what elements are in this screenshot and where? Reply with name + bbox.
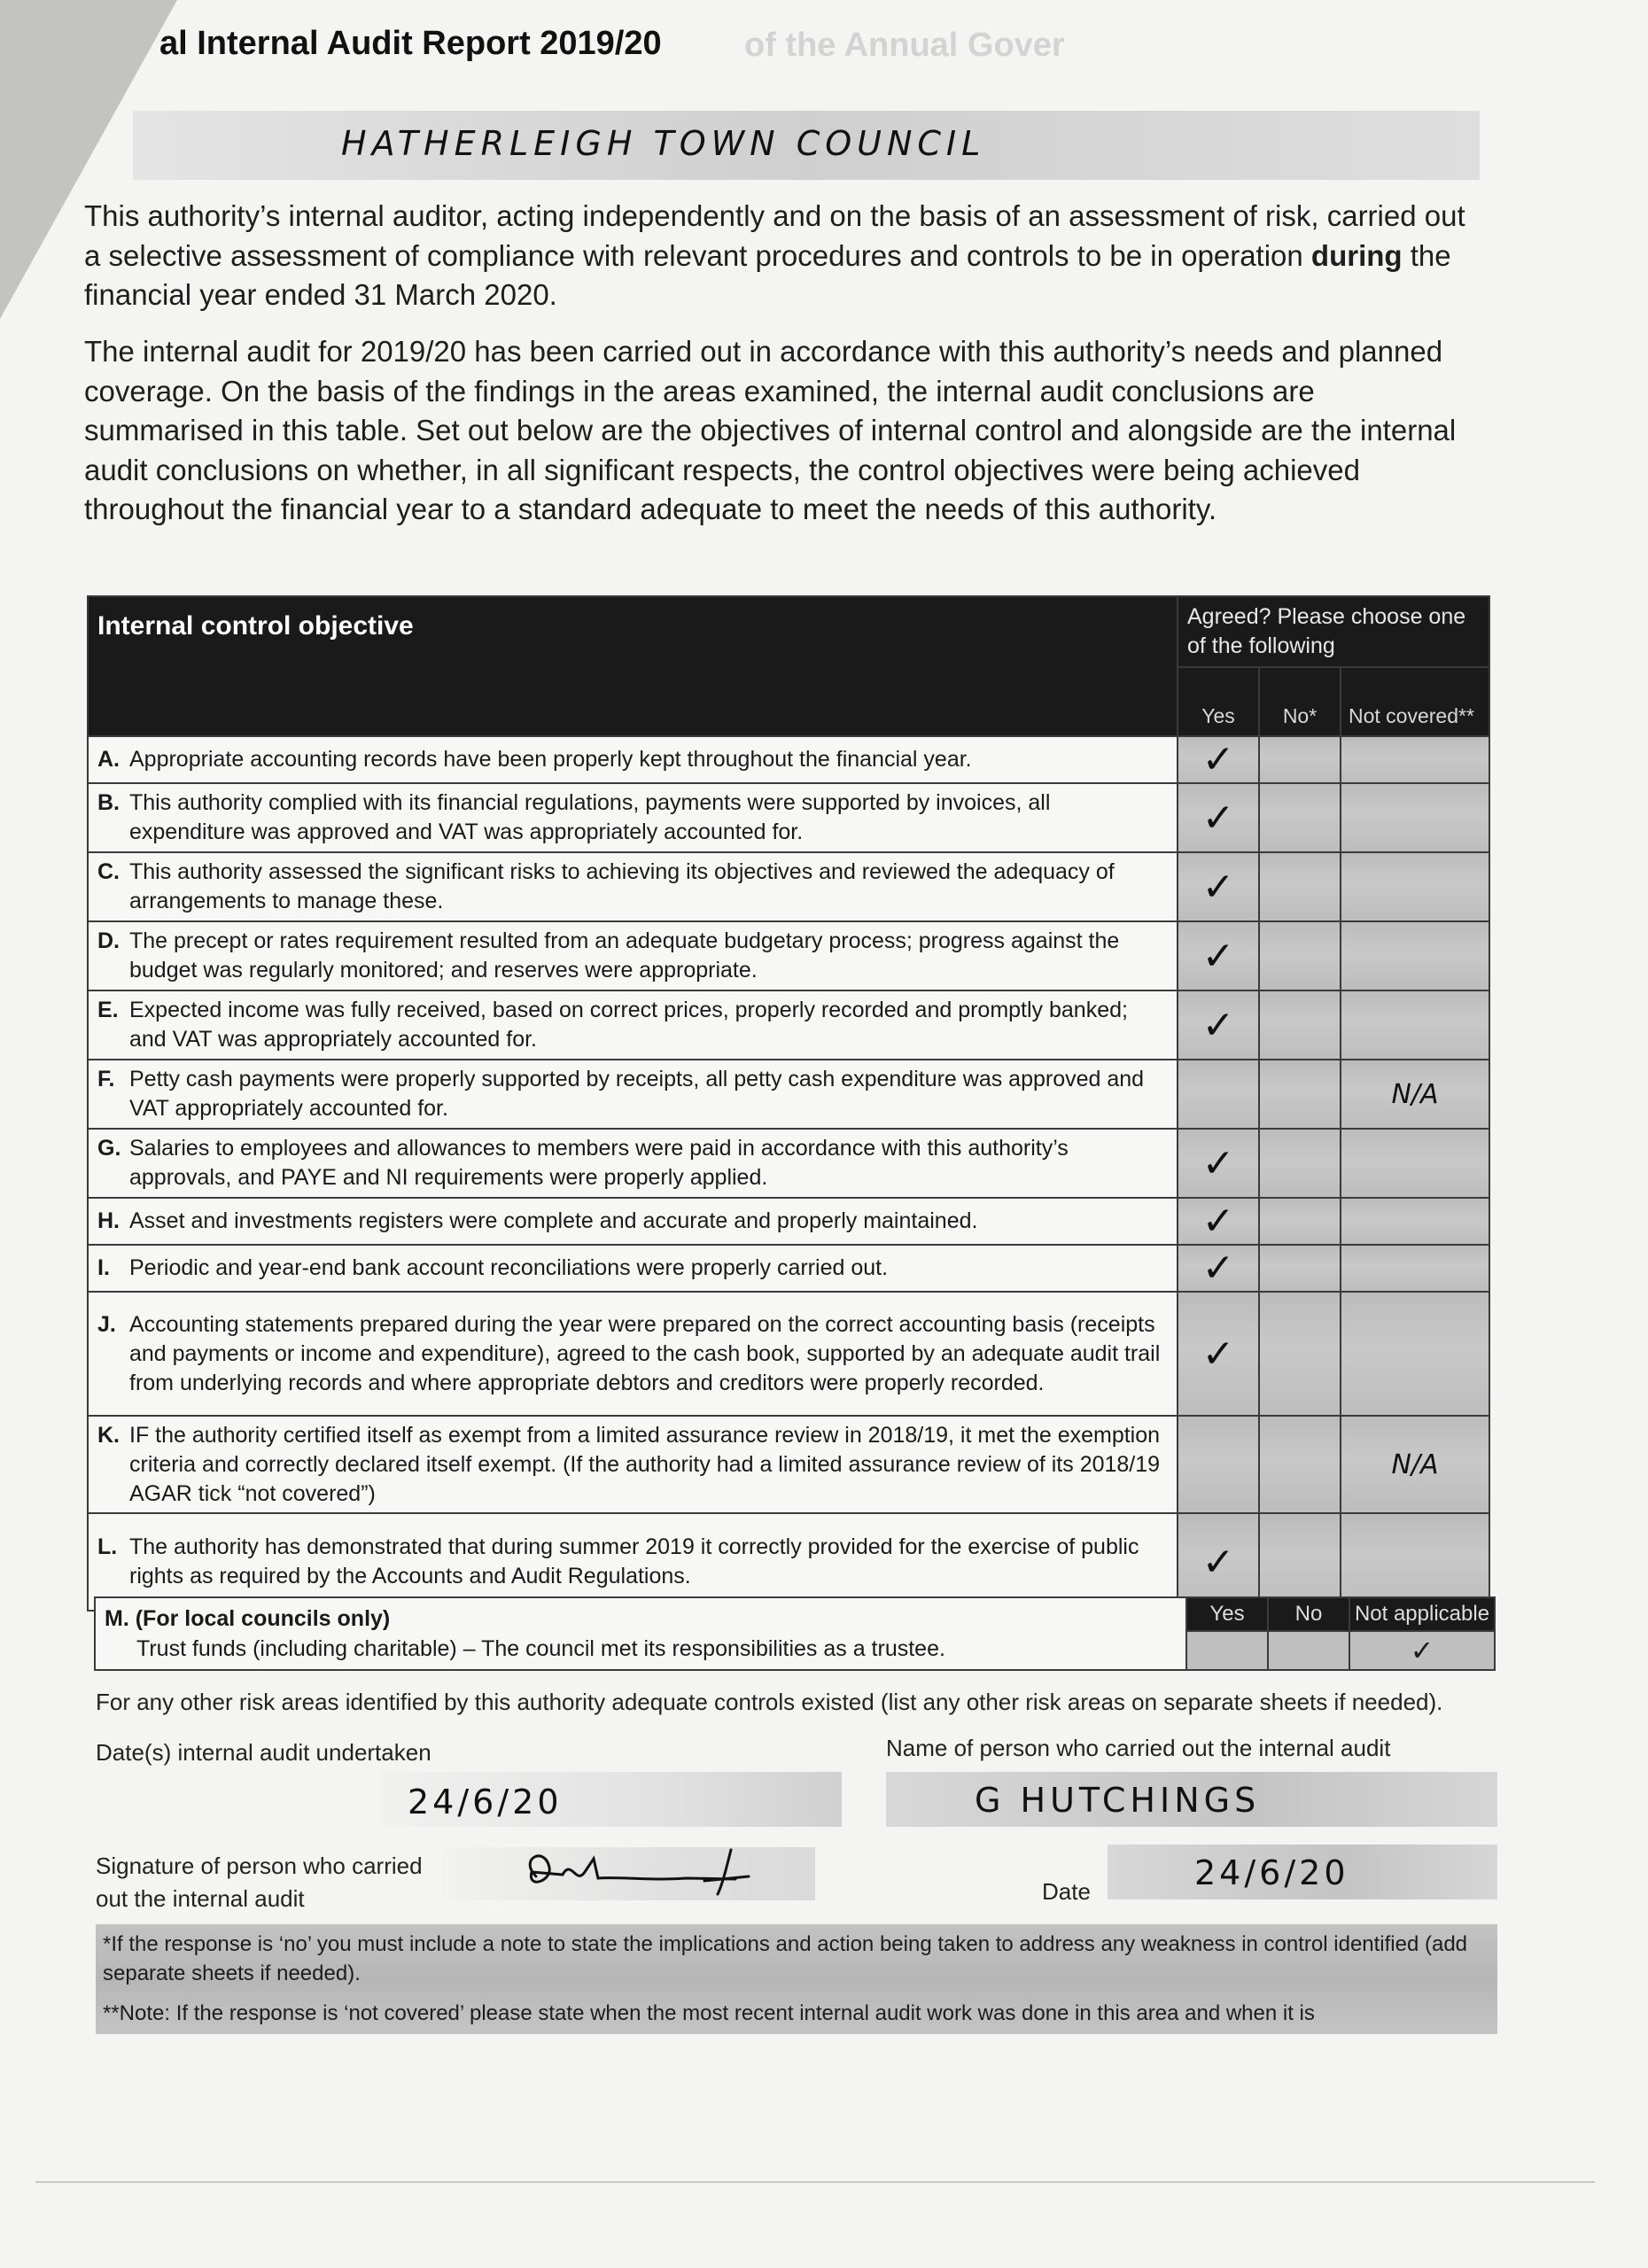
yes-cell	[1178, 1416, 1259, 1513]
trust-funds-table	[94, 1596, 1496, 1671]
objective-cell	[88, 1198, 1178, 1245]
auditor-name-value: G HUTCHINGS	[975, 1781, 1261, 1820]
objective-text: This authority complied with its financial regulations, payments were supported by invoices, all expenditure was approved and VAT was appropriately accounted for.	[129, 790, 1051, 844]
row-m-objective	[95, 1597, 1186, 1670]
objective-text: Asset and investments registers were complete and accurate and properly maintained.	[129, 1208, 978, 1233]
objective-cell	[88, 736, 1178, 783]
objective-letter: I.	[97, 1255, 110, 1280]
objective-letter: D.	[97, 928, 120, 953]
not-covered-cell	[1341, 921, 1489, 990]
note-no-response: *If the response is ‘no’ you must include a note to state the implications and action being taken to address any weakness in control identified (add separate sheets if needed).	[103, 1932, 1468, 1985]
page-title-bleed-through: of the Annual Gover	[744, 27, 1065, 64]
not-covered-cell	[1341, 736, 1489, 783]
objective-letter: J.	[97, 1311, 116, 1337]
yes-cell: ✓	[1178, 1129, 1259, 1198]
objective-letter: A.	[97, 747, 120, 772]
row-m-title: M. (For local councils only)	[105, 1606, 391, 1631]
yes-cell: ✓	[1178, 1513, 1259, 1611]
objective-text: Expected income was fully received, based on correct prices, properly recorded and promptly banked; and VAT was appropriately accounted for.	[129, 998, 1128, 1052]
row-m-no-cell	[1268, 1631, 1349, 1670]
objective-text: Petty cash payments were properly supported by receipts, all petty cash expenditure was approved and VAT appropriately accounted for.	[129, 1067, 1145, 1121]
row-m-yes-cell	[1186, 1631, 1268, 1670]
not-covered-cell	[1341, 1198, 1489, 1245]
no-cell	[1259, 921, 1341, 990]
yes-cell: ✓	[1178, 852, 1259, 921]
not-covered-cell	[1341, 852, 1489, 921]
objective-cell	[88, 1129, 1178, 1198]
objective-cell	[88, 1416, 1178, 1513]
notes-box	[96, 1924, 1497, 2034]
table-row	[88, 852, 1489, 921]
yes-cell: ✓	[1178, 990, 1259, 1060]
objective-cell	[88, 990, 1178, 1060]
date-label: Date	[1042, 1878, 1091, 1905]
objective-text: Salaries to employees and allowances to members were paid in accordance with this authority’s approvals, and PAYE and NI requirements were properly applied.	[129, 1136, 1069, 1190]
yes-cell: ✓	[1178, 1292, 1259, 1416]
no-cell	[1259, 1198, 1341, 1245]
page-title: al Internal Audit Report 2019/20	[159, 25, 662, 62]
header-objective: Internal control objective	[88, 596, 1178, 736]
yes-cell	[1178, 1060, 1259, 1129]
table-row	[88, 1245, 1489, 1292]
not-covered-cell	[1341, 783, 1489, 852]
objective-cell	[88, 852, 1178, 921]
objective-letter: G.	[97, 1136, 121, 1161]
objective-cell	[88, 1060, 1178, 1129]
table-row	[88, 990, 1489, 1060]
yes-cell: ✓	[1178, 1198, 1259, 1245]
no-cell	[1259, 783, 1341, 852]
not-covered-cell	[1341, 1292, 1489, 1416]
council-name: HATHERLEIGH TOWN COUNCIL	[341, 124, 986, 163]
table-row	[88, 1292, 1489, 1416]
objective-text: Periodic and year-end bank account reconciliations were properly carried out.	[129, 1255, 889, 1280]
objective-cell	[88, 1292, 1178, 1416]
yes-cell: ✓	[1178, 736, 1259, 783]
internal-control-table	[87, 595, 1490, 1612]
not-covered-cell	[1341, 990, 1489, 1060]
yes-cell: ✓	[1178, 921, 1259, 990]
header-not-covered: Not covered**	[1341, 667, 1489, 736]
signature-label: Signature of person who carried out the internal audit	[96, 1852, 423, 1912]
row-m-header-yes: Yes	[1186, 1597, 1268, 1631]
objective-text: IF the authority certified itself as exempt from a limited assurance review in 2018/19, it met the exemption criteria and correctly declared itself exempt. (If the authority had a limited assurance review of its 2018/19 AGAR tick “not covered”)	[129, 1422, 1161, 1506]
page-edge-line	[35, 2181, 1595, 2183]
table-row	[88, 921, 1489, 990]
objective-text: This authority assessed the significant risks to achieving its objectives and reviewed the adequacy of arrangements to manage these.	[129, 859, 1115, 913]
header-agreed: Agreed? Please choose one of the following	[1178, 596, 1489, 667]
objective-letter: B.	[97, 790, 120, 815]
header-no: No*	[1259, 667, 1341, 736]
row-m-header-no: No	[1268, 1597, 1349, 1631]
emphasis-during: during	[1310, 238, 1403, 272]
not-covered-cell: N/A	[1341, 1416, 1489, 1513]
table-row	[88, 1060, 1489, 1129]
no-cell	[1259, 1060, 1341, 1129]
auditor-name-label: Name of person who carried out the internal audit	[886, 1735, 1391, 1761]
no-cell	[1259, 1292, 1341, 1416]
auditor-signature	[509, 1841, 775, 1903]
objective-letter: C.	[97, 859, 120, 884]
audit-dates-value: 24/6/20	[408, 1783, 563, 1821]
audit-dates-label: Date(s) internal audit undertaken	[96, 1739, 431, 1766]
objective-letter: F.	[97, 1067, 115, 1091]
note-not-covered: **Note: If the response is ‘not covered’ please state when the most recent internal audit work was done in this area and when it is	[103, 2001, 1315, 2025]
intro-paragraph-1: This authority’s internal auditor, acting independently and on the basis of an assessment of risk, carried out a selective assessment of compliance with relevant procedures and controls to be in operation during the financial year ended 31 March 2020.	[84, 199, 1465, 311]
table-row	[88, 1416, 1489, 1513]
table-row	[88, 783, 1489, 852]
objective-letter: L.	[97, 1534, 118, 1559]
objective-cell	[88, 783, 1178, 852]
row-m-na-cell: ✓	[1349, 1631, 1495, 1670]
objective-text: Accounting statements prepared during the year were prepared on the correct accounting basis (receipts and payments or income and expenditure), agreed to the cash book, supported by an adequate audit trail from underlying records and where appropriate debtors and creditors were properly recorded.	[129, 1311, 1161, 1395]
objective-text: Appropriate accounting records have been properly kept throughout the financial year.	[129, 747, 972, 772]
objective-letter: K.	[97, 1422, 120, 1448]
yes-cell: ✓	[1178, 1245, 1259, 1292]
intro-paragraph-2: The internal audit for 2019/20 has been carried out in accordance with this authority’s needs and planned coverage. On the basis of the findings in the areas examined, the internal audit conclusions are summarised in this table. Set out below are the objectives of internal control and alongside are the internal audit conclusions on whether, in all significant respects, the control objectives were being achieved throughout the financial year to a standard adequate to meet the needs of this authority.	[84, 335, 1457, 525]
not-covered-cell	[1341, 1129, 1489, 1198]
no-cell	[1259, 1416, 1341, 1513]
no-cell	[1259, 1245, 1341, 1292]
objective-letter: E.	[97, 998, 119, 1022]
table-row	[88, 736, 1489, 783]
table-row	[88, 1129, 1489, 1198]
risk-areas-note: For any other risk areas identified by this authority adequate controls existed (list any other risk areas on separate sheets if needed).	[96, 1689, 1443, 1715]
no-cell	[1259, 736, 1341, 783]
no-cell	[1259, 990, 1341, 1060]
header-yes: Yes	[1178, 667, 1259, 736]
no-cell	[1259, 1129, 1341, 1198]
no-cell	[1259, 852, 1341, 921]
not-covered-cell	[1341, 1245, 1489, 1292]
objective-text: The authority has demonstrated that during summer 2019 it correctly provided for the exercise of public rights as required by the Accounts and Audit Regulations.	[129, 1534, 1139, 1588]
objective-cell	[88, 1245, 1178, 1292]
date-value: 24/6/20	[1194, 1853, 1349, 1892]
objective-letter: H.	[97, 1208, 120, 1233]
objective-cell	[88, 921, 1178, 990]
row-m-text: Trust funds (including charitable) – The council met its responsibilities as a trustee.	[136, 1636, 945, 1661]
not-covered-cell: N/A	[1341, 1060, 1489, 1129]
objective-text: The precept or rates requirement resulted from an adequate budgetary process; progress against the budget was regularly monitored; and reserves were appropriate.	[129, 928, 1120, 983]
row-m-header-na: Not applicable	[1349, 1597, 1495, 1631]
table-row	[88, 1198, 1489, 1245]
yes-cell: ✓	[1178, 783, 1259, 852]
